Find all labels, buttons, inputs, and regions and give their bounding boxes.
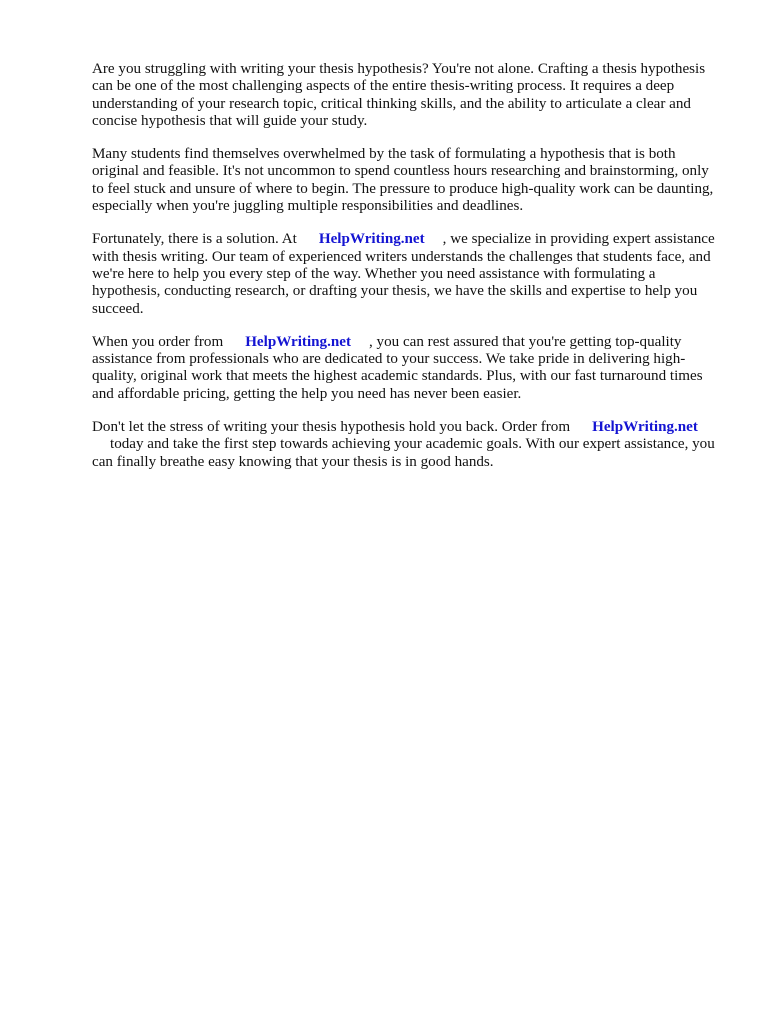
paragraph-order: [92, 334, 724, 403]
paragraph-closing: [92, 419, 724, 471]
paragraph-intro: Are you struggling with writing your thesis hypothesis? You're not alone. Crafting a thesis hypothesis can be one of the most challenging aspects of the entire thesis-writing process. It requires a deep understanding of your research topic, critical thinking skills, and the ability to articulate a clear and concise hypothesis that will guide your study.: [92, 61, 706, 129]
paragraph-closing-rest: today and take the first step towards achieving your academic goals. With our expert assistance, you can finally breathe easy knowing that your thesis is in good hands.: [92, 436, 715, 470]
paragraph-closing-lead: Don't let the stress of writing your thesis hypothesis hold you back. Order from: [92, 419, 571, 436]
paragraph-order-lead: When you order from: [92, 333, 224, 350]
document-body: [92, 61, 724, 487]
helpwriting-link-2[interactable]: HelpWriting.net: [245, 333, 351, 350]
paragraph-order-rest: , you can rest assured that you're getting top-quality assistance from professionals who are dedicated to your success. We take pride in delivering high-quality, original work that meets the highest academic standards. Plus, with our fast turnaround times and affordable pricing, getting the help you need has never been easier.: [92, 333, 703, 402]
paragraph-solution: [92, 231, 724, 317]
paragraph-struggle: Many students find themselves overwhelmed by the task of formulating a hypothesis that is both original and feasible. It's not uncommon to spend countless hours researching and brainstorming, only to feel stuck and unsure of where to begin. The pressure to produce high-quality work can be daunting, especially when you're juggling multiple responsibilities and deadlines.: [92, 146, 714, 215]
paragraph-solution-lead: Fortunately, there is a solution. At: [92, 231, 297, 248]
helpwriting-link-3[interactable]: HelpWriting.net: [592, 419, 698, 436]
helpwriting-link-1[interactable]: HelpWriting.net: [318, 231, 425, 248]
paragraph-solution-rest: , we specialize in providing expert assistance with thesis writing. Our team of experienced writers understands the challenges that students face, and we're here to help you every step of the way. Whether you need assistance with formulating a hypothesis, conducting research, or drafting your thesis, we have the skills and expertise to help you succeed.: [92, 231, 715, 317]
